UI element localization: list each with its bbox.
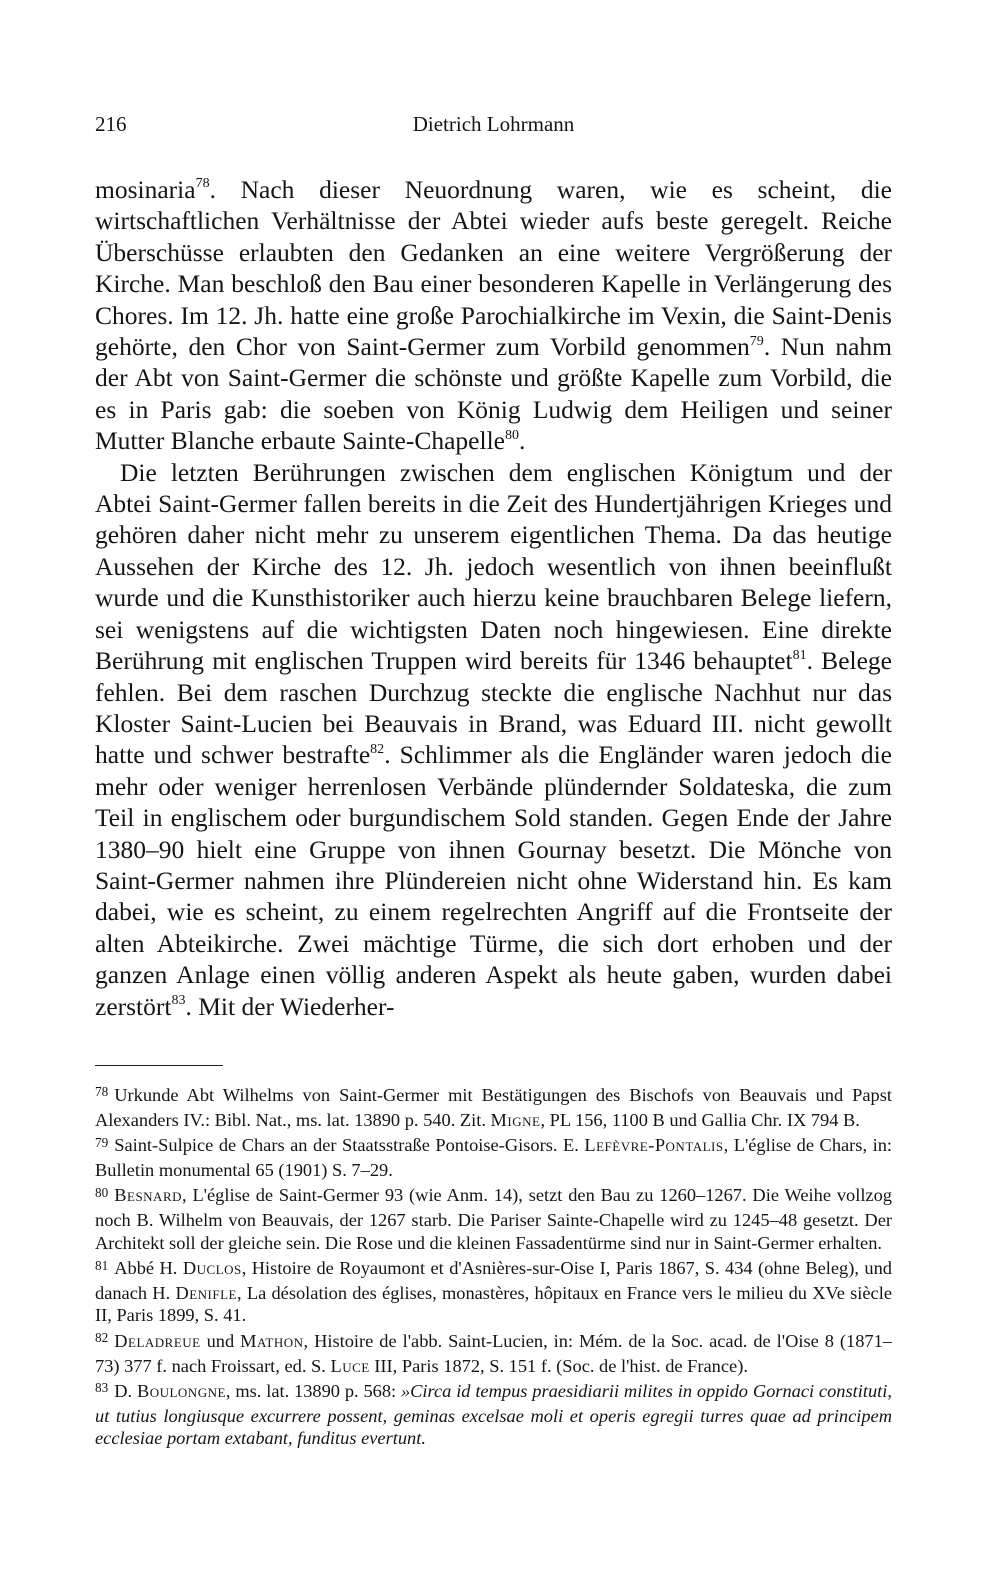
running-head <box>95 112 892 146</box>
running-title: Dietrich Lohrmann <box>412 112 575 136</box>
text-run: . Schlimmer als die Engländer waren jedoch die mehr oder weniger herrenlosen Verbände plündernder Soldateska, die zum Teil in englischem oder burgundischem Sold standen. Gegen Ende der Jahre 1380–90 hielt eine Gruppe von ihnen Gournay besetzt. Die Mönche von Saint-Germer nahmen ihre Plündereien nicht ohne Widerstand hin. Es kam dabei, wie es scheint, zu einem regelrechten Angriff auf die Frontseite der alten Abteikirche. Zwei mächtige Türme, die sich dort erhoben und der ganzen Anlage einen völlig anderen Aspekt als heute gaben, wurden dabei zerstört <box>95 740 892 1021</box>
footnote-reference: 81 <box>792 647 807 663</box>
text-run: , ms. lat. 13890 p. 568: <box>225 1381 401 1402</box>
text-run: Urkunde Abt Wilhelms von Saint-Germer mit Bestätigungen des Bischofs von Beauvais und Papst Alexanders IV.: Bibl. Nat., ms. lat. 13890 p. 540. Zit. <box>95 1084 892 1130</box>
latin-quotation: »Circa id tempus praesidiarii milites in oppido Gornaci constituti, ut tutius longiusque excurrere possent, geminas excelsae moli et operis egregii turres quae ad principem ecclesiae portam extabant, funditus evertunt. <box>95 1381 892 1449</box>
footnote-number: 82 <box>95 1330 109 1346</box>
text-run: . <box>518 426 526 456</box>
author-name: Mathon <box>240 1330 304 1351</box>
text-run: , Histoire de Royaumont et d'Asnières-sur-Oise I, Paris 1867, S. 434 (ohne Beleg), und danach H. <box>95 1258 892 1303</box>
author-name: Denifle <box>175 1282 237 1303</box>
text-run: , L'église de Saint-Germer 93 (wie Anm. 14), setzt den Bau zu 1260–1267. Die Weihe vollzog noch B. Wilhelm von Beauvais, der 1267 starb. Die Pariser Sainte-Chapelle wird zu 1245–48 gesetzt. Der Architekt soll der gleiche sein. Die Rose und die kleinen Fassadentürme sind nur in Saint-Germer erhalten. <box>95 1185 892 1253</box>
paragraph <box>95 457 892 1022</box>
author-name: Duclos <box>182 1258 242 1279</box>
text-run: . Nun nahm der Abt von Saint-Germer die schönste und größte Kapelle zum Vorbild, die es in Paris gab: die soeben von König Ludwig dem Heiligen und seiner Mutter Blanche erbaute Sainte-Chapelle <box>95 332 892 456</box>
author-name: Besnard <box>114 1185 183 1206</box>
text-run: D. <box>114 1381 137 1402</box>
author-name: Lefèvre-Pontalis <box>584 1135 724 1156</box>
footnote-reference: 83 <box>171 993 186 1009</box>
footnote-number: 81 <box>95 1257 109 1273</box>
footnote-reference: 82 <box>370 741 385 757</box>
text-run: . Mit der Wiederher- <box>185 991 395 1021</box>
footnote-number: 80 <box>95 1184 109 1200</box>
footnote <box>95 1380 892 1450</box>
book-page <box>95 112 892 1453</box>
text-run: , PL 156, 1100 B und Gallia Chr. IX 794 B. <box>540 1109 860 1130</box>
footnote <box>95 1084 892 1131</box>
footnote-number: 78 <box>95 1084 109 1100</box>
footnote-reference: 79 <box>749 333 764 349</box>
author-name: Deladreue <box>114 1330 201 1351</box>
footnote <box>95 1134 892 1181</box>
text-run: III, Paris 1872, S. 151 f. (Soc. de l'hist. de France). <box>369 1355 748 1376</box>
footnote-number: 79 <box>95 1134 109 1150</box>
text-run: . Belege fehlen. Bei dem raschen Durchzug steckte die englische Nachhut nur das Kloster Saint-Lucien bei Beauvais in Brand, was Eduard III. nicht gewollt hatte und schwer bestrafte <box>95 646 892 770</box>
author-name: Migne <box>490 1109 541 1130</box>
text-run: , L'église de Chars, in: Bulletin monumental 65 (1901) S. 7–29. <box>95 1135 892 1180</box>
text-run: , La désolation des églises, monastères, hôpitaux en France vers le milieu du XVe siècle II, Paris 1899, S. 41. <box>95 1282 892 1326</box>
footnote-separator <box>95 1065 223 1066</box>
paragraph <box>95 174 892 457</box>
footnote-reference: 80 <box>504 427 519 443</box>
footnote <box>95 1184 892 1254</box>
body-text <box>95 174 892 1022</box>
footnote <box>95 1330 892 1377</box>
text-run: , Histoire de l'abb. Saint-Lucien, in: Mém. de la Soc. acad. de l'Oise 8 (1871–73) 377 f. nach Froissart, ed. S. <box>95 1330 892 1376</box>
text-run: Saint-Sulpice de Chars an der Staatsstraße Pontoise-Gisors. E. <box>114 1135 585 1156</box>
page-number: 216 <box>95 112 127 136</box>
text-run: Die letzten Berührungen zwischen dem englischen Königtum und der Abtei Saint-Germer fallen bereits in die Zeit des Hundertjährigen Krieges und gehören daher nicht mehr zu unserem eigentlichen Thema. Da das heutige Aussehen der Kirche des 12. Jh. jedoch wesentlich von ihnen beeinflußt wurde und die Kunsthistoriker auch hierzu keine brauchbaren Belege liefern, sei wenigstens auf die wichtigsten Daten noch hingewiesen. Eine direkte Berührung mit englischen Truppen wird bereits für 1346 behauptet <box>95 457 892 676</box>
text-run: Abbé H. <box>114 1258 183 1279</box>
text-run: und <box>200 1330 241 1351</box>
footnote-number: 83 <box>95 1380 109 1396</box>
text-run: mosinaria <box>95 175 196 204</box>
footnote <box>95 1257 892 1327</box>
text-run: . Nach dieser Neuordnung waren, wie es scheint, die wirtschaftlichen Verhältnisse der Abtei wieder aufs beste geregelt. Reiche Überschüsse erlaubten den Gedanken an eine weitere Vergrößerung der Kirche. Man beschloß den Bau einer besonderen Kapelle in Verlängerung des Chores. Im 12. Jh. hatte eine große Parochialkirche im Vexin, die Saint-Denis gehörte, den Chor von Saint-Germer zum Vorbild genommen <box>95 175 892 362</box>
footnote-reference: 78 <box>195 176 210 192</box>
author-name: Boulongne <box>136 1381 226 1402</box>
footnotes <box>95 1084 892 1450</box>
author-name: Luce <box>330 1355 370 1376</box>
